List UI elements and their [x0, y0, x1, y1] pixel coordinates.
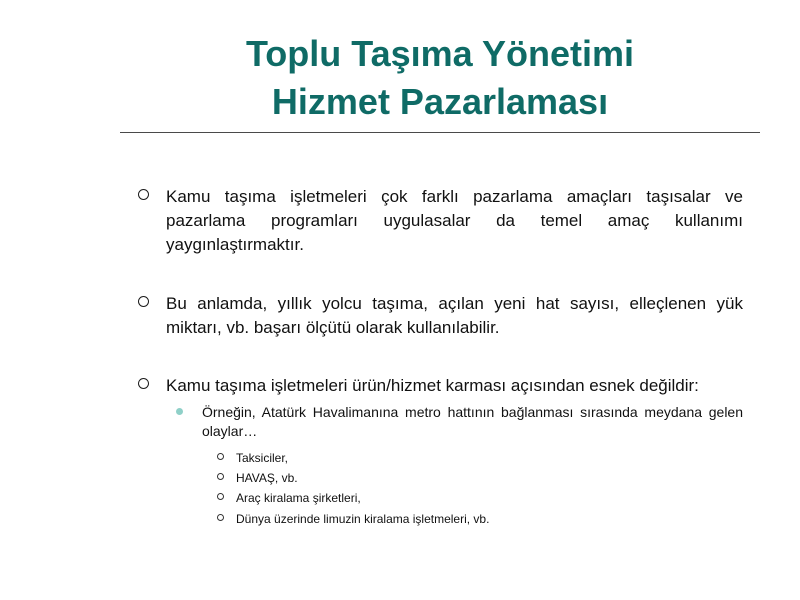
bullet-small-circle-icon: [217, 473, 224, 480]
bullet-dot-icon: [176, 408, 183, 415]
sub-sub-bullet-2: HAVAŞ, vb.: [236, 471, 298, 485]
title-line-1: Toplu Taşıma Yönetimi: [245, 33, 635, 74]
bullet-small-circle-icon: [217, 514, 224, 521]
bullet-circle-icon: [138, 189, 149, 200]
bullet-circle-icon: [138, 296, 149, 307]
title-line-2: Hizmet Pazarlaması: [271, 81, 609, 122]
sub-sub-bullet-3: Araç kiralama şirketleri,: [236, 491, 361, 505]
bullet-small-circle-icon: [217, 453, 224, 460]
sub-bullet-text: Örneğin, Atatürk Havalimanına metro hattının bağlanması sırasında meydana gelen olaylar…: [202, 404, 743, 439]
sub-sub-bullet-4: Dünya üzerinde limuzin kiralama işletmeleri, vb.: [236, 512, 490, 526]
sub-sub-bullet-1: Taksiciler,: [236, 451, 289, 465]
bullet-1-text: Kamu taşıma işletmeleri çok farklı pazarlama amaçları taşısalar ve pazarlama programları uygulasalar da temel amaç kullanımı yaygınlaştırmaktır.: [166, 187, 743, 254]
bullet-2-text: Bu anlamda, yıllık yolcu taşıma, açılan yeni hat sayısı, elleçlenen yük miktarı, vb. başarı ölçütü olarak kullanılabilir.: [166, 294, 743, 337]
bullet-3-text: Kamu taşıma işletmeleri ürün/hizmet karması açısından esnek değildir:: [166, 376, 699, 395]
bullet-small-circle-icon: [217, 493, 224, 500]
bullet-circle-icon: [138, 378, 149, 389]
